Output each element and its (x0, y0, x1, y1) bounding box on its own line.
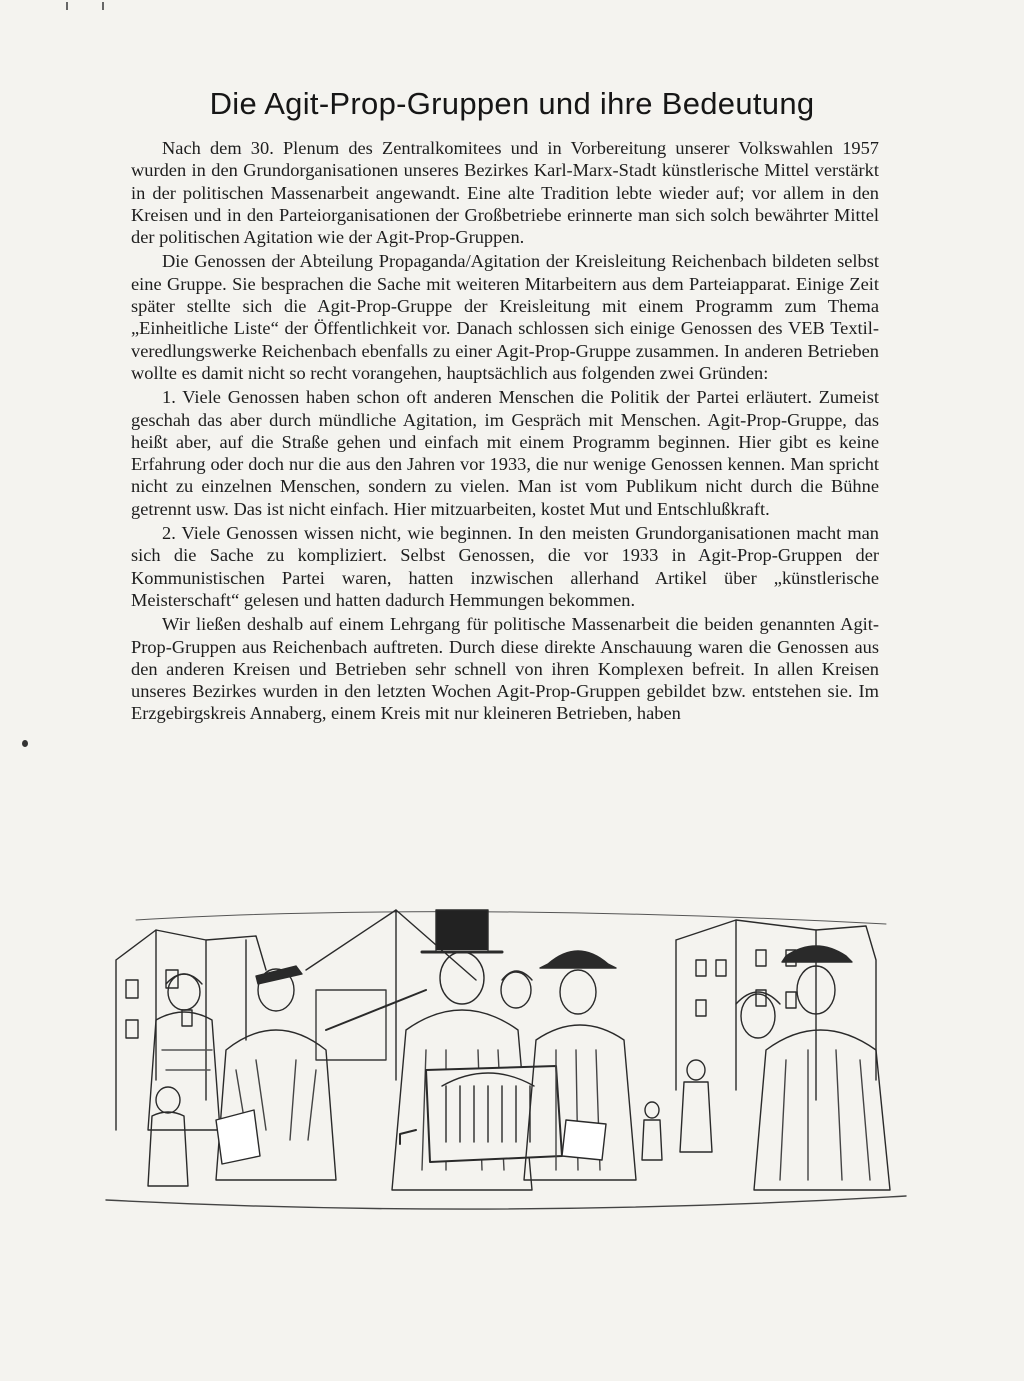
article-body (131, 137, 879, 727)
paragraph: Nach dem 30. Plenum des Zentralkomitees und in Vorbereitung unserer Volkswahlen 1957 wurden in den Grundorganisationen unseres Bezirkes Karl-Marx-Stadt künstlerische Mittel verstärkt in der politischen Massenarbeit angewandt. Eine alte Tradition lebte wieder auf; vor allem in den Kreisen und in den Parteiorganisationen der Großbetriebe erinnerte man sich solch bewährter Mittel der politischen Agitation wie der Agit-Prop-Gruppen. (131, 138, 879, 248)
paragraph: Die Genossen der Abteilung Propaganda/Agitation der Kreisleitung Reichenbach bildeten selbst eine Gruppe. Sie besprachen die Sache mit weiteren Mitarbeitern aus dem Parteiapparat. Einige Zeit später stellte sich die Agit-Prop-Gruppe der Kreisleitung mit einem Programm zum Thema „Einheitliche Liste“ der Öffentlichkeit vor. Danach schlossen sich einige Genossen des VEB Textilveredlungswerke Reichenbach ebenfalls zu einer Agit-Prop-Gruppe zusammen. In anderen Betrieben wollte es damit nicht so recht vorangehen, hauptsächlich aus folgenden zwei Gründen: (131, 251, 879, 383)
street-performance-illustration (96, 900, 916, 1240)
print-mark (102, 2, 104, 10)
paragraph: Wir ließen deshalb auf einem Lehrgang für politische Massenarbeit die beiden genannten Agit-Prop-Gruppen aus Reichenbach auftreten. Durch diese direkte Anschauung waren die Genossen aus den anderen Kreisen und Betrieben sehr schnell von ihren Komplexen befreit. In allen Kreisen unseres Bezirkes wurden in den letzten Wochen Agit-Prop-Gruppen gebildet bzw. entstehen sie. Im Erzgebirgskreis Annaberg, einem Kreis mit nur kleineren Betrieben, haben (131, 614, 879, 724)
page-title: Die Agit-Prop-Gruppen und ihre Bedeutung (209, 86, 815, 121)
ink-speck (22, 740, 28, 747)
print-mark (66, 2, 68, 10)
paragraph: 2. Viele Genossen wissen nicht, wie beginnen. In den meisten Grundorganisationen macht man sich die Sache zu kompliziert. Selbst Genossen, die vor 1933 in Agit-Prop-Gruppen der Kommunistischen Partei waren, hatten inzwischen allerhand Artikel über „künstlerische Meisterschaft“ gelesen und hatten dadurch Hemmungen bekommen. (131, 523, 879, 610)
sketch-drawing (96, 900, 916, 1240)
paragraph: 1. Viele Genossen haben schon oft anderen Menschen die Politik der Partei erläutert. Zumeist geschah das aber durch mündliche Agitation, im Gespräch mit Menschen. Agit-Prop-Gruppe, das heißt aber, auf die Straße gehen und einfach mit einem Programm beginnen. Hier gibt es keine Erfahrung oder doch nur die aus den Jahren vor 1933, die nur wenige Genossen kennen. Man spricht nicht zu einzelnen Menschen, sondern zu vielen. Man ist vom Publikum nicht durch die Bühne getrennt usw. Das ist nicht einfach. Hier mitzuarbeiten, kostet Mut und Entschlußkraft. (131, 387, 879, 519)
